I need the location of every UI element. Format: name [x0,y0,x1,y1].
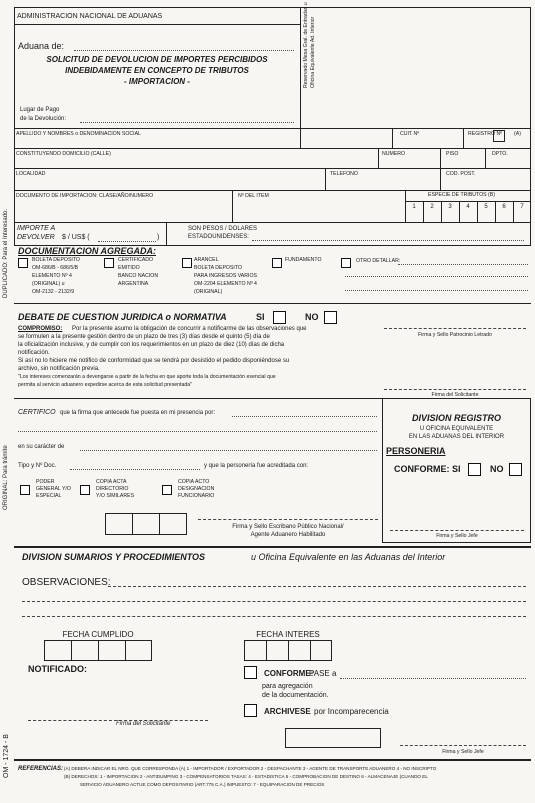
doc-item-1-line: OM-686/B - 686/5/B [32,265,79,271]
dpto-label: DPTO. [492,151,508,157]
patrocinio-signature-label: Firma y Sello Patrocinio Letrado [418,332,492,338]
especie-label: ESPECIE DE TRIBUTOS (B) [428,192,495,198]
debate-si-checkbox[interactable] [273,311,286,324]
especie-col-7: 7 [520,204,524,210]
certifico-label: CERTIFICO [18,409,56,416]
piso-label: PISO [446,151,459,157]
fundamento-checkbox[interactable] [272,258,282,268]
conforme-pase-label: CONFORME: [264,669,314,678]
otro-detallar-checkbox[interactable] [341,258,351,268]
cert-option-1-line: PODER [36,479,55,485]
solicitante2-signature-label: Firma del Solicitante [116,721,171,727]
doc-item-1-line: ELEMENTO Nº 4 [32,273,72,279]
moneda-label: $ / US$ ( [62,234,90,241]
doc-item-3-line: ARANCEL [194,257,219,263]
estadounidenses-label: ESTADOUNIDENSES: [188,234,249,240]
referencias-line1: (A) DEBERA INDICAR EL NRO. QUE CORRESPONDA (A) 1 - IMPORTADOR / EXPORTADOR 2 - DESPACHANTE 3 - AGENTE DE TRANSPORTE ADUANERO 4 - NO INSCRIPTO [64,766,437,771]
sumarios-title: DIVISION SUMARIOS Y PROCEDIMIENTOS [22,552,206,562]
conforme-no-label: NO [490,464,504,474]
jefe2-stamp-box [285,728,381,748]
cod-post-label: COD. POST. [446,171,476,177]
importe-a-label: IMPORTE A [17,225,56,232]
doc-item-2-line: CERTIFICADO [118,257,154,263]
especie-col-2: 2 [430,204,434,210]
agregacion-line1: para agregación [262,683,313,690]
form-title-line1: SOLICITUD DE DEVOLUCION DE IMPORTES PERCIBIDOS [46,55,268,64]
certificado-checkbox[interactable] [104,258,114,268]
arancel-checkbox[interactable] [182,258,192,268]
cert-option-1-line: ESPECIAL [36,493,62,499]
archivese-label: ARCHIVESE [264,707,311,716]
especie-col-5: 5 [484,204,488,210]
cert-option-2-line: COPIA ACTA [96,479,127,485]
copia-acta-checkbox[interactable] [80,485,90,495]
fecha-intereses-label: FECHA INTERES [256,630,320,639]
telefono-label: TELEFONO [330,171,358,177]
registro-label: REGISTRO Nº [468,131,503,137]
solicitante-signature-label: Firma del Solicitante [431,392,479,398]
compromiso-line1: Por la presente asumo la obligación de concurrir a notificarme de las observaciones que [72,326,307,332]
form-code-label: OM - 1724 - B [3,734,10,778]
especie-col-6: 6 [502,204,506,210]
doc-item-2-line: EMITIDO [118,265,140,271]
acreditada-label: y que la personería fue acreditada con: [204,463,309,469]
referencias-label: REFERENCIAS: [18,766,64,772]
cert-option-1-line: GENERAL Y/O [36,486,71,492]
personeria-label: PERSONERIA [386,446,446,456]
especie-col-4: 4 [466,204,470,210]
reserved-note-line1: Reservado Mesa Gral. de Entradas u [303,2,309,88]
boleta-deposito-checkbox[interactable] [18,258,28,268]
lugar-pago-label: Lugar de Pago [20,107,60,113]
compromiso-label: COMPROMISO: [18,326,63,332]
conforme-si-label: SI [452,464,461,474]
doc-item-2-line: ARGENTINA [118,281,149,287]
fecha-cumplido-label: FECHA CUMPLIDO [62,630,134,639]
localidad-label: LOCALIDAD [16,171,46,177]
copia-acto-checkbox[interactable] [162,485,172,495]
conforme-si-checkbox[interactable] [468,463,481,476]
escribano-signature-line2: Agente Aduanero Habilitado [250,532,326,538]
devolucion-label: de la Devolución: [20,116,67,122]
doc-item-3-line: PARA INGRESOS VARIOS [194,273,257,279]
pesos-dolares-label: SON PESOS / DOLARES [188,226,258,232]
notificado-label: NOTIFICADO: [28,664,87,674]
form-title-line3: - IMPORTACION - [124,77,190,86]
poder-checkbox[interactable] [20,485,30,495]
doc-item-1-line: OM-2132 - 2132/9 [32,289,75,295]
doc-item-4-line: FUNDAMENTO [285,257,322,263]
conforme-no-checkbox[interactable] [509,463,522,476]
especie-col-3: 3 [448,204,452,210]
tipo-doc-label: Tipo y Nº Doc. [18,463,57,469]
doc-importacion-label: DOCUMENTO DE IMPORTACION: CLASE/AÑO/NUMERO [16,193,154,199]
agency-name: ADMINISTRACION NACIONAL DE ADUANAS [17,13,163,20]
escribano-signature-line1: Firma y Sello Escribano Público Nacional/ [232,524,344,530]
debate-no-label: NO [305,312,319,322]
debate-title: DEBATE DE CUESTION JURIDICA o NORMATIVA [18,312,227,322]
division-registro-title: DIVISION REGISTRO [411,413,501,423]
escribano-stamp-boxes [105,513,187,535]
doc-item-3-line: OM-2204 ELEMENTO Nº 4 [194,281,257,287]
compromiso-line7: "Los intereses comenzarán a devengarse a partir de la fecha en que aporte toda la documentación esencial que [18,374,276,380]
applicant-data-grid [14,128,531,246]
jefe2-signature-label: Firma y Sello Jefe [442,749,484,755]
conforme-label: CONFORME: [394,464,450,474]
doc-item-1-line: BOLETA DEPOSITO [32,257,80,263]
cert-option-2-line: DIRECTORIO [96,486,129,492]
registro-code-box[interactable] [493,130,505,142]
debate-si-label: SI [256,312,265,322]
item-label: Nº DEL ITEM [238,193,269,199]
referencias-line2: (B) DERECHOS: 1 - IMPORTACION 2 - ANTIDUMPING 3 - COMPENSATORIOS TASAS: 4 - ESTADISTICA 5 - COMPROBACION DE DESTINO 6 - ALMACENAJE (CUANDO EL [64,774,428,779]
cert-option-2-line: Y/O SIMILARES [96,493,135,499]
apellido-label: APELLIDO Y NOMBRES o DENOMINACION SOCIAL [16,131,141,137]
doc-item-1-line: (ORIGINAL) u [32,281,65,287]
debate-no-checkbox[interactable] [324,311,337,324]
compromiso-line4: notificación. [18,350,50,356]
division-registro-sub2: EN LAS ADUANAS DEL INTERIOR [408,434,505,440]
archivese-rest: por Incomparecencia [314,707,389,716]
doc-item-3-line: BOLETA DEPOSITO [194,265,242,271]
caracter-label: en su carácter de [18,444,65,450]
archivese-checkbox[interactable] [244,704,257,717]
aduana-label: Aduana de: [18,41,65,51]
reserved-note-line2: Oficina Equivalente Ad. Interior [310,16,316,88]
compromiso-line5: Si así no lo hiciere me notifico de conformidad que se tendrá por desistido el pedido disponiéndose su [18,358,290,364]
especie-col-1: 1 [412,204,416,210]
moneda-close: ) [157,234,160,241]
documentacion-title: DOCUMENTACION AGREGADA: [18,246,156,256]
conforme-pase-rest: PASE a [309,669,337,678]
doc-item-2-line: BANCO NACION [118,273,159,279]
cert-option-3-line: COPIA ACTO [178,479,210,485]
domicilio-label: CONSTITUYENDO DOMICILIO (CALLE) [16,151,111,157]
certifico-text: que la firma que antecede fue puesta en mi presencia por: [60,410,216,416]
referencias-line3: SERVICIO ADUANERO ACTUE COMO DEPOSITARIO (ART.775 C.A.) IMPUESTO: 7 - EQUIPARACION DE PRECIOS [80,782,325,787]
division-registro-sub1: U OFICINA EQUIVALENTE [419,426,494,432]
conforme-pase-checkbox[interactable] [244,666,257,679]
cuit-label: CUIT Nº [400,131,420,137]
duplicado-side-label: DUPLICADO: Para el Interesado. [3,208,9,298]
compromiso-line3: la oficialización inclusive, y de cumplir con los requerimientos en un plazo de diez (10) días de dicha [18,342,285,348]
sumarios-title-rest: u Oficina Equivalente en las Aduanas del Interior [251,552,446,562]
compromiso-line2: se formulen a la presente gestión dentro de un plazo de tres (3) días desde el quinto (5) día de [18,334,270,340]
compromiso-line8: permita al servicio aduanero expedirse acerca de esta solicitud presentada" [18,382,192,388]
doc-item-3-line: (ORIGINAL) [194,289,223,295]
jefe-signature-label: Firma y Sello Jefe [436,533,478,539]
otro-detallar-label: OTRO DETALLAR: [356,258,401,264]
agregacion-line2: de la documentación. [262,692,329,699]
cert-option-3-line: FUNCIONARIO [178,493,215,499]
numero-label: NUMERO [382,151,406,157]
original-side-label: ORIGINAL: Para trámite [3,445,9,510]
form-title-line2: INDEBIDAMENTE EN CONCEPTO DE TRIBUTOS [65,66,249,75]
cert-option-3-line: DESIGNACION [178,486,215,492]
registro-a-label: (A) [514,131,521,137]
devolver-label: DEVOLVER [17,234,55,241]
observaciones-label: OBSERVACIONES: [22,577,111,588]
compromiso-line6: archivo, sin notificación previa. [18,366,100,372]
